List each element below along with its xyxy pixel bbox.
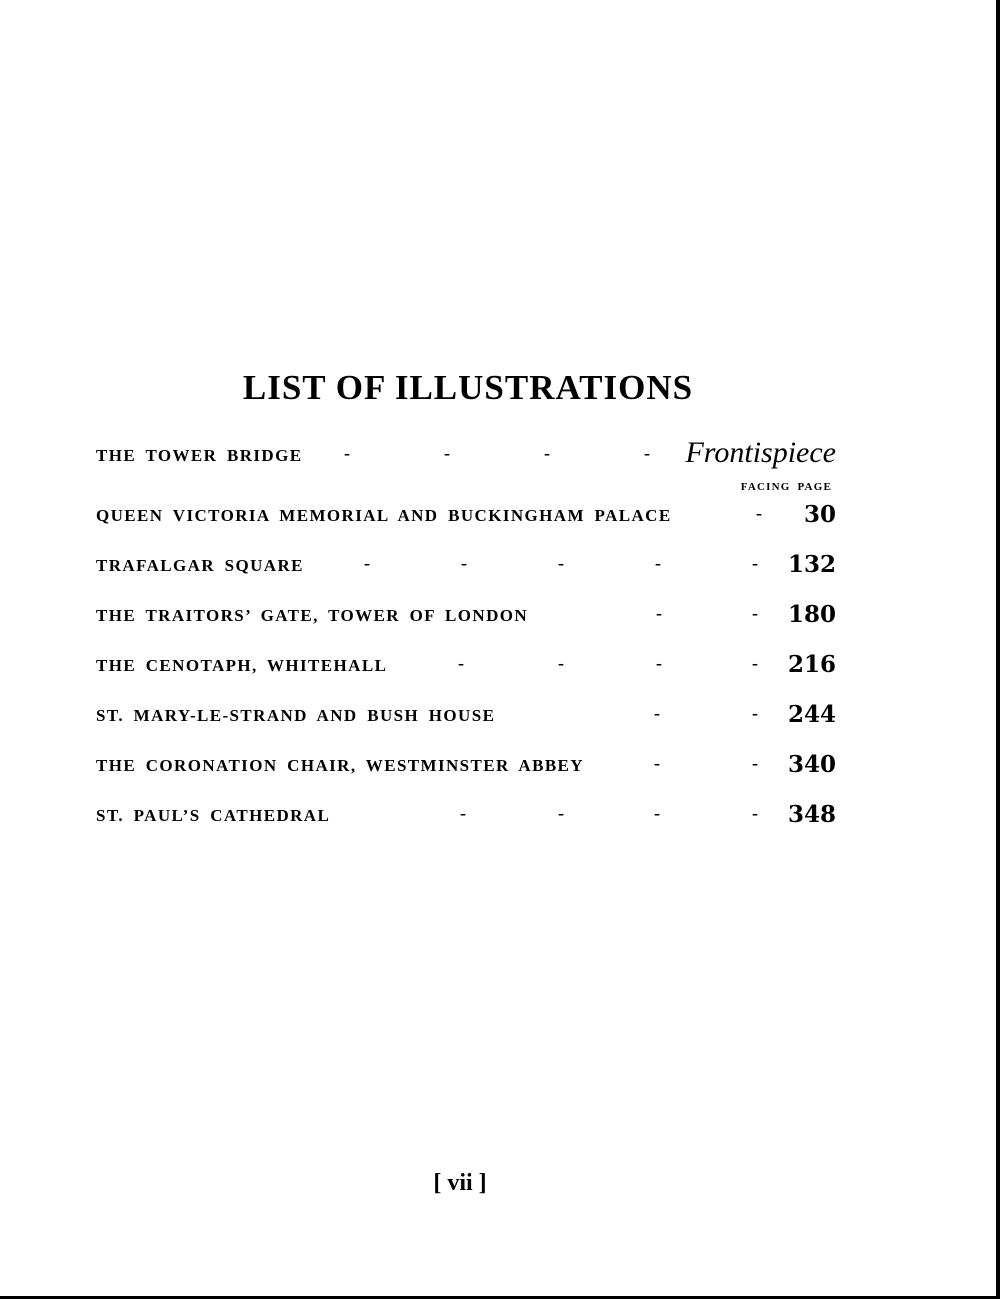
leader-dash: - — [752, 803, 758, 823]
page-number: 244 — [787, 701, 836, 728]
page-number: 132 — [787, 551, 836, 578]
leader-dash: - — [752, 703, 758, 723]
illustration-entry — [96, 792, 836, 826]
leader-dash: - — [656, 653, 662, 673]
leader-dash: - — [558, 553, 564, 573]
illustration-title: ST. PAUL’S CATHEDRAL — [96, 806, 331, 825]
illustration-title: QUEEN VICTORIA MEMORIAL AND BUCKINGHAM PALACE — [96, 506, 672, 525]
page-folio: [ vii ] — [433, 1170, 487, 1196]
facing-page-header: FACING PAGE — [740, 481, 832, 493]
illustration-title: THE CENOTAPH, WHITEHALL — [96, 656, 388, 675]
leader-dash: - — [344, 443, 350, 463]
leader-dash: - — [461, 553, 467, 573]
page-number: 348 — [787, 801, 836, 828]
leader-dash: - — [458, 653, 464, 673]
illustration-title: THE CORONATION CHAIR, WESTMINSTER ABBEY — [96, 756, 584, 775]
leader-dash: - — [752, 753, 758, 773]
leader-dash: - — [752, 553, 758, 573]
leader-dash: - — [756, 503, 762, 523]
leader-dash: - — [752, 603, 758, 623]
leader-dash: - — [654, 753, 660, 773]
leader-dash: - — [654, 703, 660, 723]
illustration-title: TRAFALGAR SQUARE — [96, 556, 304, 575]
page-number: 216 — [787, 651, 836, 678]
leader-dash: - — [460, 803, 466, 823]
illustration-entry — [96, 432, 836, 469]
frontispiece-label: Frontispiece — [685, 436, 836, 469]
page-number: 340 — [787, 751, 836, 778]
leader-dash: - — [656, 603, 662, 623]
illustration-title: ST. MARY-LE-STRAND AND BUSH HOUSE — [96, 706, 496, 725]
illustration-entry — [96, 692, 836, 726]
illustration-title: THE TOWER BRIDGE — [96, 446, 303, 465]
illustration-entry — [96, 742, 836, 776]
leader-dash: - — [655, 553, 661, 573]
illustration-title: THE TRAITORS’ GATE, TOWER OF LONDON — [96, 606, 529, 625]
illustration-entry — [96, 542, 836, 576]
leader-dash: - — [644, 443, 650, 463]
illustration-entry — [96, 642, 836, 676]
leader-dash: - — [558, 803, 564, 823]
leader-dash: - — [544, 443, 550, 463]
leader-dash: - — [558, 653, 564, 673]
illustration-entry — [96, 592, 836, 626]
illustration-entry — [96, 492, 836, 526]
leader-dash: - — [364, 553, 370, 573]
page-number: 180 — [787, 601, 836, 628]
leader-dash: - — [444, 443, 450, 463]
leader-dash: - — [752, 653, 758, 673]
page-number: 30 — [803, 501, 836, 528]
leader-dash: - — [654, 803, 660, 823]
page-title: LIST OF ILLUSTRATIONS — [242, 368, 694, 407]
